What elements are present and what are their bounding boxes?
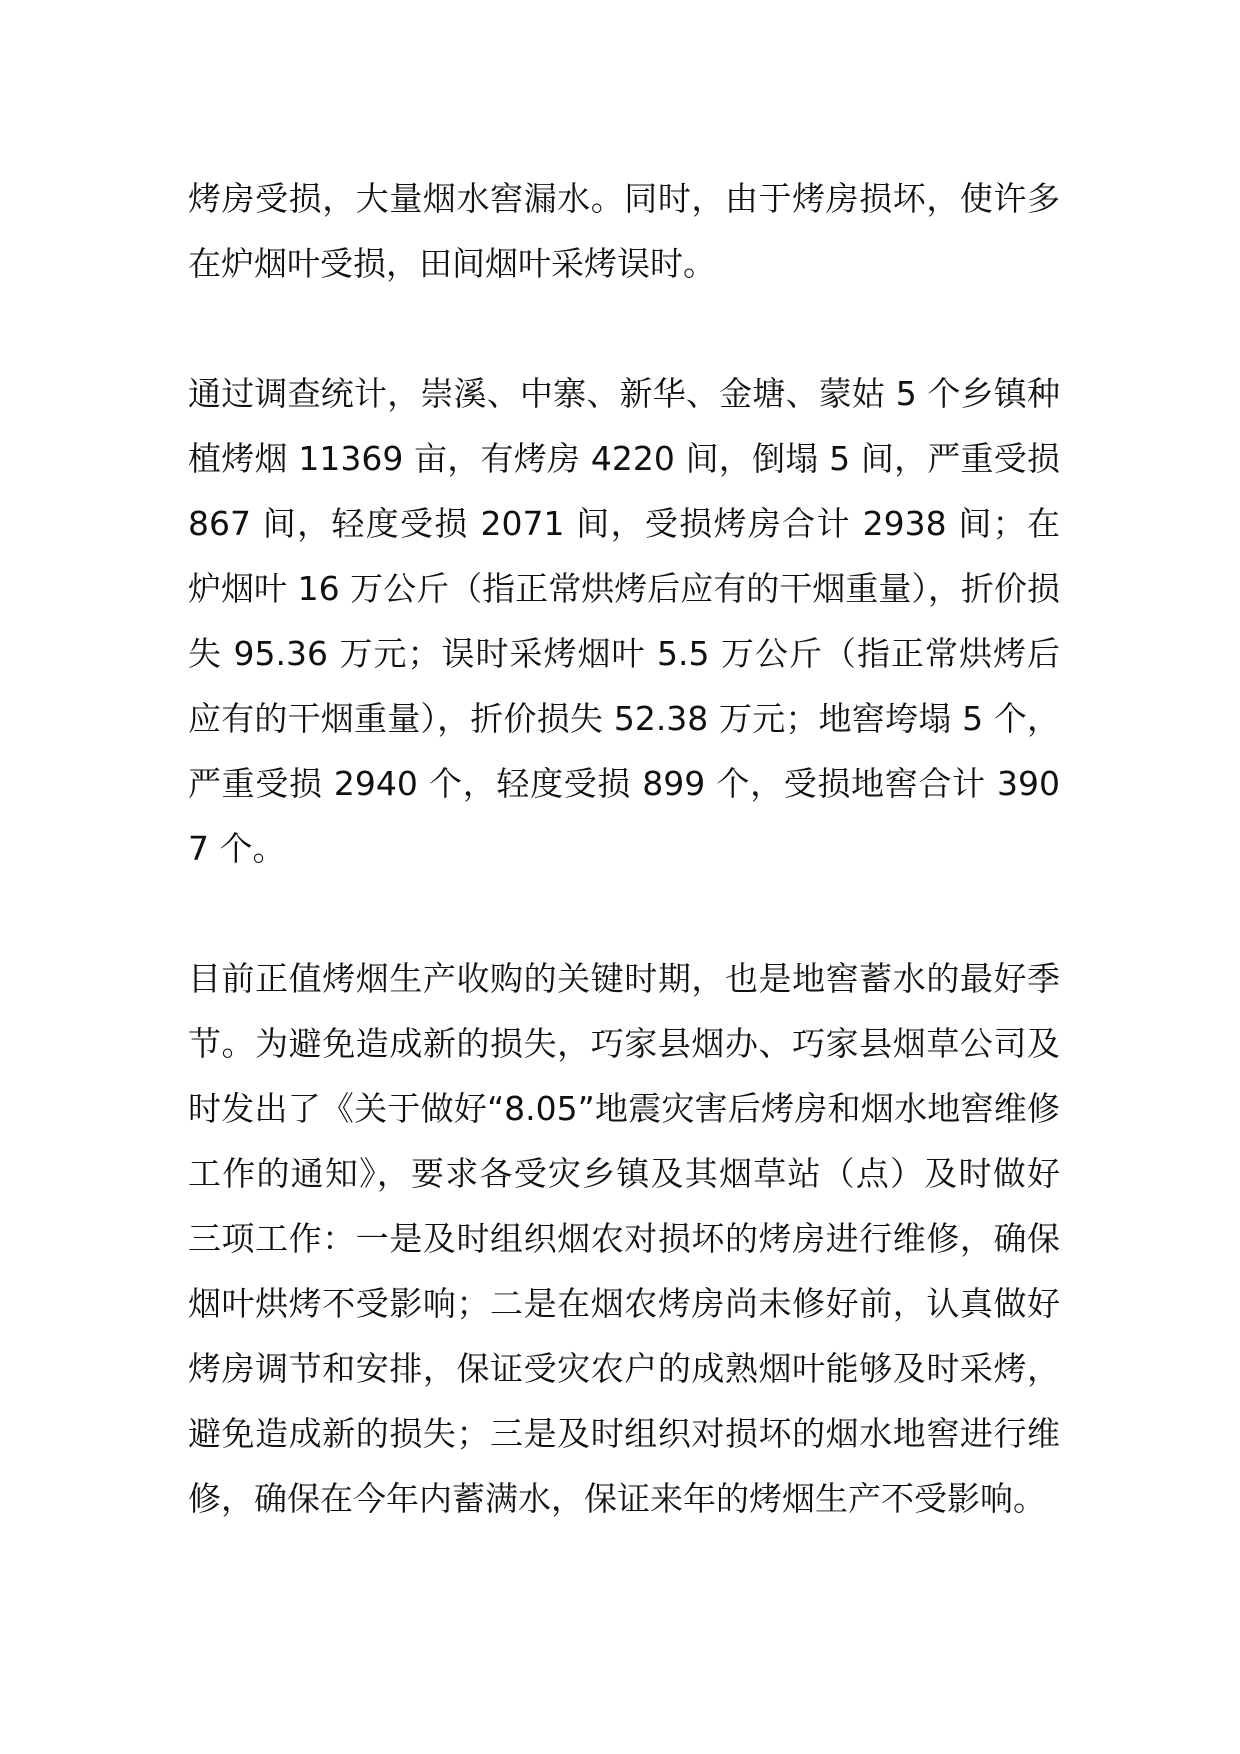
paragraph-survey-statistics: 通过调查统计，崇溪、中寨、新华、金塘、蒙姑 5 个乡镇种植烤烟 11369 亩，有烤房 4220 间，倒塌 5 间，严重受损 867 间，轻度受损 2071 间，受损烤房合计 2938 间；在炉烟叶 16 万公斤（指正常烘烤后应有的干烟重量），折价损失 95.36 万元；误时采烤烟叶 5.5 万公斤（指正常烘烤后应有的干烟重量），折价损失 52.38 万元；地窖垮塌 5 个，严重受损 2940 个，轻度受损 899 个，受损地窖合计 3907 个。 (188, 374, 1060, 868)
paragraph-damage-summary: 烤房受损，大量烟水窖漏水。同时，由于烤房损坏，使许多在炉烟叶受损，田间烟叶采烤误时。 (188, 179, 1060, 283)
paragraph-repair-notice: 目前正值烤烟生产收购的关键时期，也是地窖蓄水的最好季节。为避免造成新的损失，巧家县烟办、巧家县烟草公司及时发出了《关于做好“8.05”地震灾害后烤房和烟水地窖维修工作的通知》，要求各受灾乡镇及其烟草站（点）及时做好三项工作：一是及时组织烟农对损坏的烤房进行维修，确保烟叶烘烤不受影响；二是在烟农烤房尚未修好前，认真做好烤房调节和安排，保证受灾农户的成熟烟叶能够及时采烤，避免造成新的损失；三是及时组织对损坏的烟水地窖进行维修，确保在今年内蓄满水，保证来年的烤烟生产不受影响。 (188, 959, 1060, 1518)
document-body (188, 166, 1060, 1531)
